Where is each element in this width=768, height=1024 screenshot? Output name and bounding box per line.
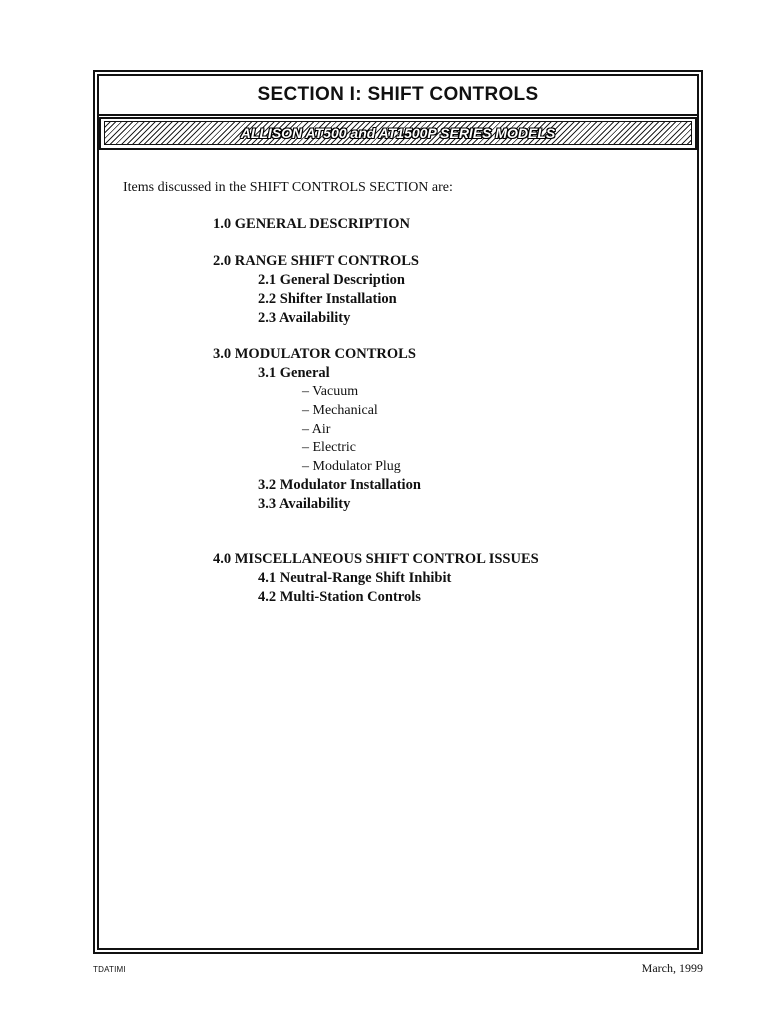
toc-item-4-1: 4.1 Neutral-Range Shift Inhibit [258,570,452,586]
model-banner-text: ALLISON AT500 and AT1500P SERIES MODELS [240,125,556,141]
page-border-inner [97,74,699,950]
section-title: SECTION I: SHIFT CONTROLS [257,84,539,105]
intro-text: Items discussed in the SHIFT CONTROLS SECTION are: [123,180,453,195]
toc-item-1-0: 1.0 GENERAL DESCRIPTION [213,216,410,232]
toc-item-3-1: 3.1 General [258,365,330,381]
footer-date: March, 1999 [641,961,703,975]
toc-item-4-2: 4.2 Multi-Station Controls [258,589,421,605]
toc-item-2-3: 2.3 Availability [258,310,351,326]
toc-item-3-3: 3.3 Availability [258,496,351,512]
toc-subitem-electric: – Electric [302,440,357,455]
toc-item-2-2: 2.2 Shifter Installation [258,291,397,307]
toc-item-3-2: 3.2 Modulator Installation [258,477,421,493]
toc-item-4-0: 4.0 MISCELLANEOUS SHIFT CONTROL ISSUES [213,551,539,567]
toc-item-3-0: 3.0 MODULATOR CONTROLS [213,346,416,362]
title-divider [97,114,699,116]
toc-item-2-1: 2.1 General Description [258,272,405,288]
toc-item-2-0: 2.0 RANGE SHIFT CONTROLS [213,253,419,269]
model-banner [104,121,692,145]
footer-code: TDATIMI [93,965,126,974]
toc-subitem-modulator-plug: – Modulator Plug [302,459,401,474]
toc-subitem-vacuum: – Vacuum [302,384,359,399]
toc-subitem-mechanical: – Mechanical [302,403,378,418]
toc-subitem-air: – Air [302,422,331,437]
